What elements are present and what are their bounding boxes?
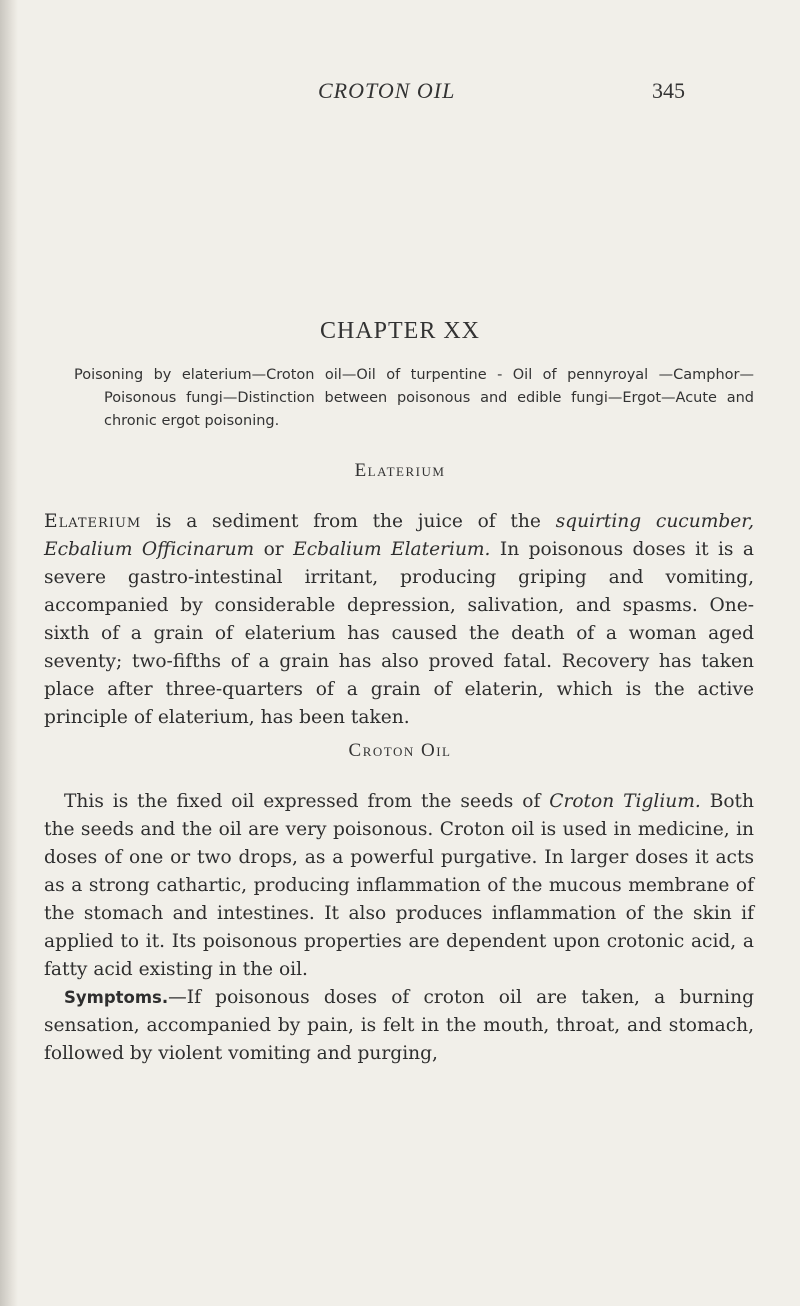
text-run: or (254, 539, 294, 560)
page-number: 345 (652, 78, 685, 103)
text-run: is a sediment from the juice of the (141, 511, 556, 532)
croton-oil-paragraphs (44, 788, 754, 1068)
chapter-summary: Poisoning by elaterium—Croton oil—Oil of turpentine - Oil of pennyroyal —Camphor— Poisonous fungi—Distinction between poisonous and edible fungi—Ergot—Acute and chronic ergot poisoning. (74, 367, 754, 429)
page-gutter-shadow (0, 0, 18, 1306)
text-run: —If poisonous doses of croton oil are taken, a burning sensation, accompanied by pain, is felt in the mouth, throat, and stomach, followed by violent vomiting and purging, (44, 987, 754, 1064)
lead-word: Elaterium (44, 511, 142, 532)
elaterium-paragraph (44, 508, 754, 732)
species-name: Ecbalium Elaterium. (293, 539, 491, 560)
running-title: CROTON OIL (318, 78, 456, 103)
section-heading-croton-oil: Croton Oil (348, 740, 452, 761)
section-heading-elaterium: Elaterium (354, 460, 446, 481)
croton-description (44, 788, 754, 984)
species-name: squirting cucumber, Ecbalium Officinarum (44, 511, 754, 560)
symptoms-paragraph (44, 984, 754, 1068)
chapter-title: CHAPTER XX (319, 318, 480, 344)
symptoms-label: Symptoms. (64, 988, 169, 1007)
text-run: This is the fixed oil expressed from the seeds of (64, 791, 550, 812)
running-head (0, 78, 800, 108)
text-run: In poisonous doses it is a severe gastro-intestinal irritant, producing griping and vomiting, accompanied by considerable depression, salivation, and spasms. One-sixth of a grain of elaterium has caused the death of a woman aged seventy; two-fifths of a grain has also proved fatal. Recovery has taken place after three-quarters of a grain of elaterin, which is the active principle of elaterium, has been taken. (44, 539, 754, 728)
text-run: Both the seeds and the oil are very poisonous. Croton oil is used in medicine, in doses of one or two drops, as a powerful purgative. In larger doses it acts as a strong cathartic, producing inflammation of the mucous membrane of the stomach and intestines. It also produces inflammation of the skin if applied to it. Its poisonous properties are dependent upon crotonic acid, a fatty acid existing in the oil. (44, 791, 755, 980)
species-name: Croton Tiglium. (549, 791, 701, 812)
